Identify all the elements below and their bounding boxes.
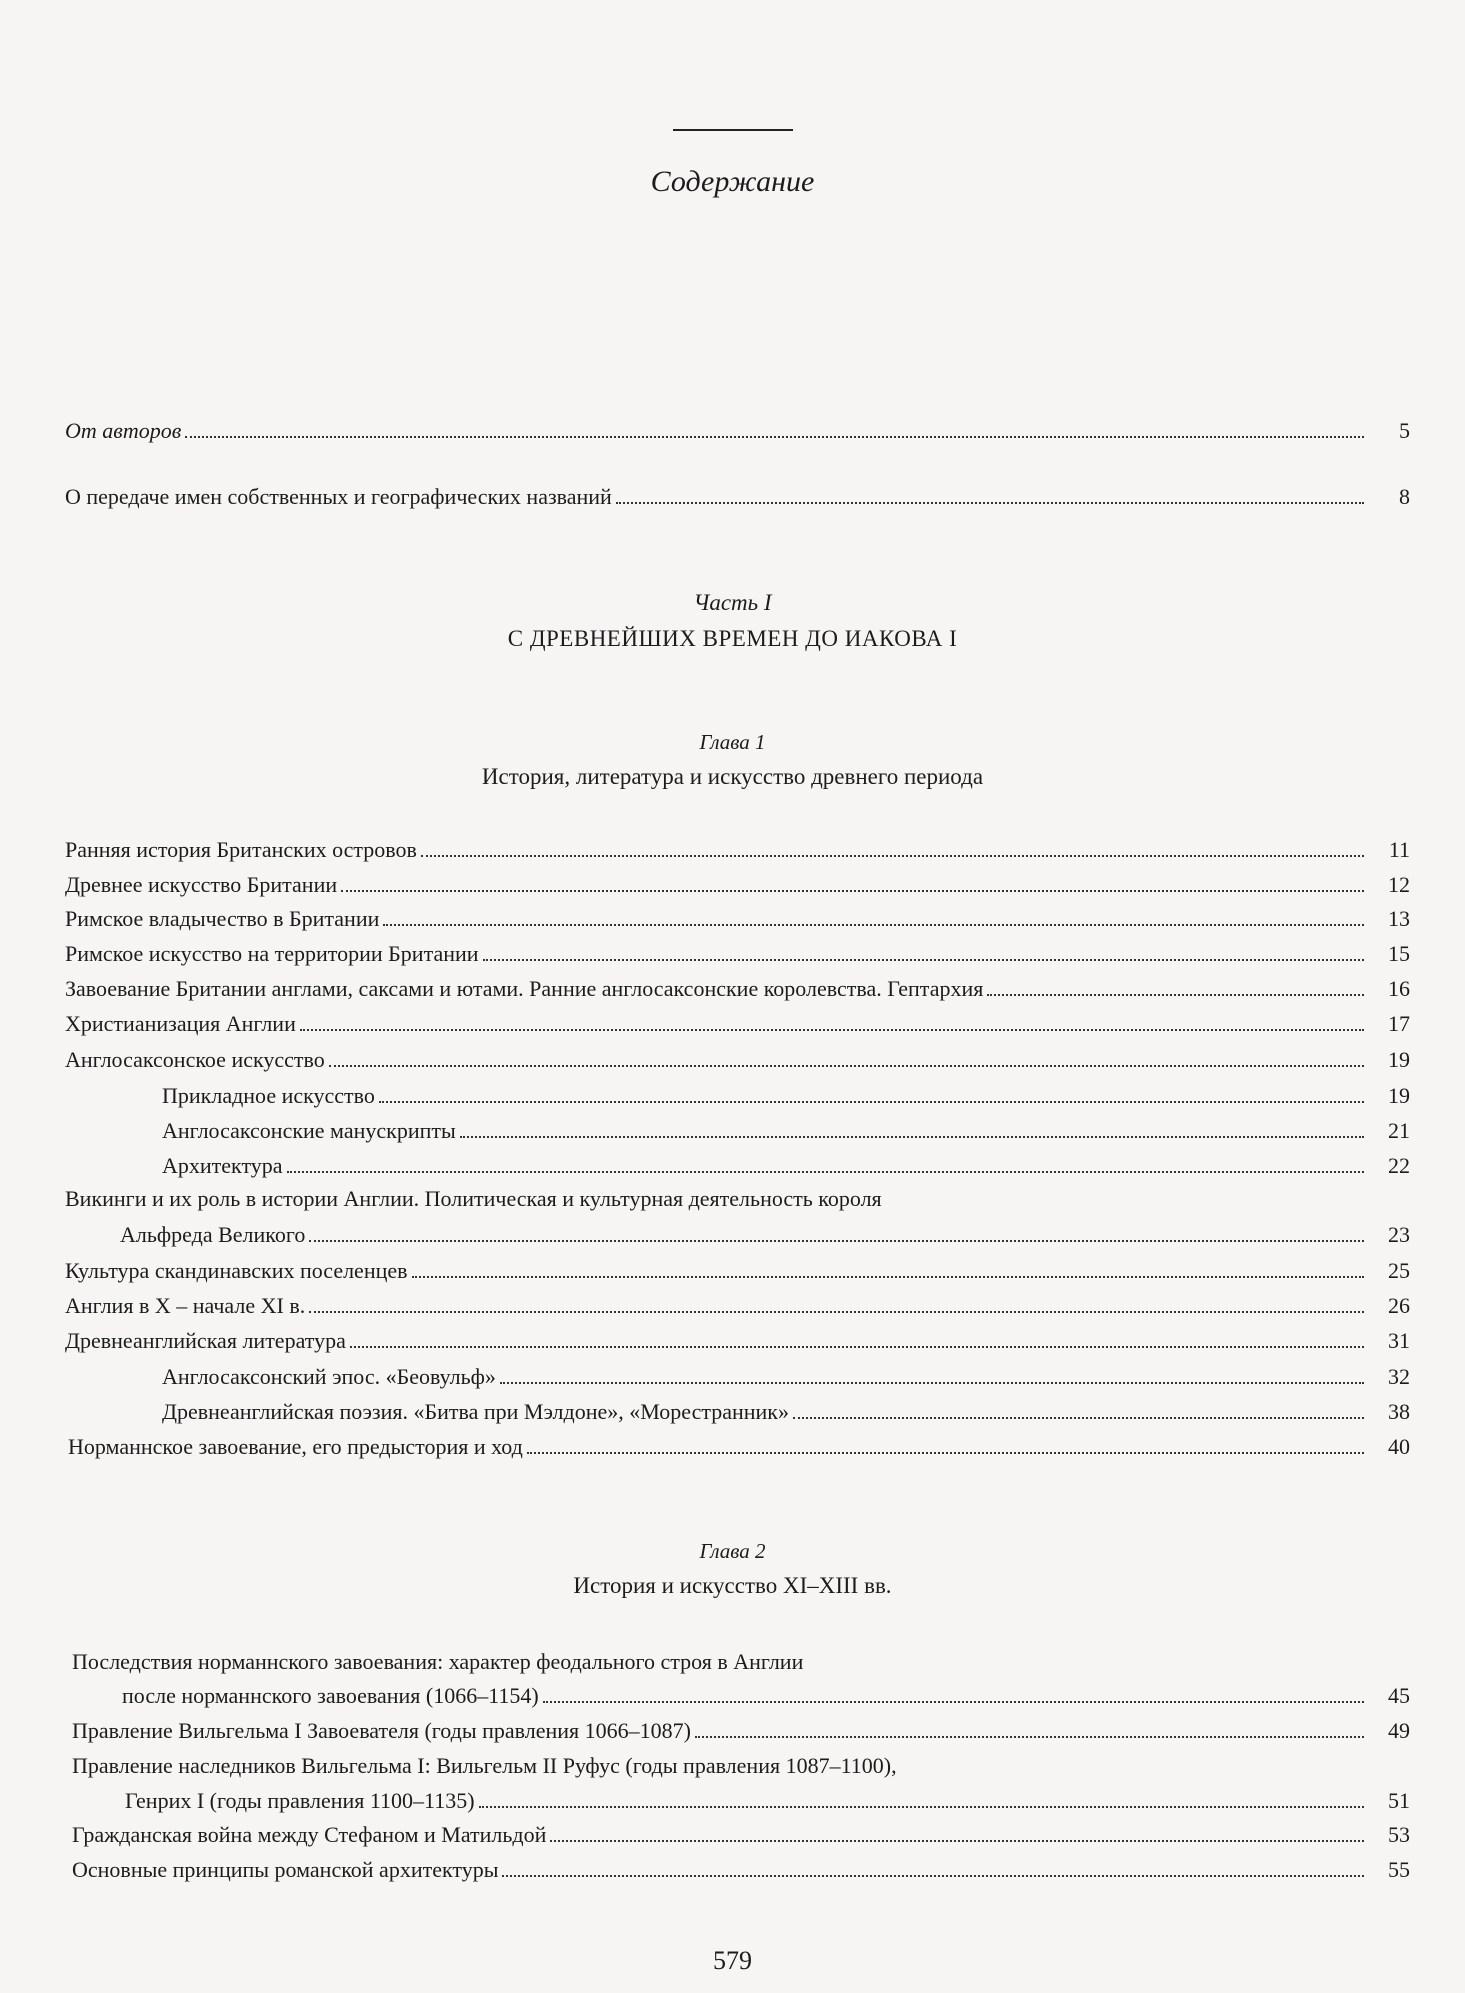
toc-entry-continuation[interactable]	[125, 1788, 1410, 1814]
toc-page-number: 15	[1388, 941, 1410, 966]
dot-leader	[527, 1452, 1364, 1454]
toc-entry-text: Христианизация Англии	[65, 1011, 296, 1036]
toc-entry-text: Культура скандинавских поселенцев	[65, 1258, 408, 1283]
page-number: 579	[713, 1946, 752, 1975]
toc-page-number: 23	[1388, 1222, 1410, 1247]
dot-leader	[309, 1311, 1364, 1313]
toc-entry-text: Прикладное искусство	[162, 1083, 375, 1108]
toc-entry-text: Древнеанглийская литература	[65, 1328, 346, 1353]
toc-subentry[interactable]	[162, 1364, 1410, 1390]
toc-entry[interactable]	[65, 1328, 1410, 1354]
toc-page-number: 19	[1388, 1047, 1410, 1072]
dot-leader	[793, 1417, 1364, 1419]
toc-entry[interactable]	[65, 1011, 1410, 1037]
dot-leader	[695, 1736, 1364, 1738]
toc-entry[interactable]	[65, 872, 1410, 898]
toc-page-number: 38	[1388, 1399, 1410, 1424]
dot-leader	[550, 1840, 1364, 1842]
toc-entry-text: Римское искусство на территории Британии	[65, 941, 479, 966]
toc-entry[interactable]	[65, 976, 1410, 1002]
toc-entry-text: Правление наследников Вильгельма I: Вильгельм II Руфус (годы правления 1087–1100),	[72, 1753, 897, 1778]
dot-leader	[329, 1065, 1364, 1067]
page-title: Содержание	[650, 165, 815, 198]
toc-entry-continuation[interactable]	[120, 1222, 1410, 1248]
toc-entry-text: От авторов	[65, 418, 182, 443]
toc-entry-text: Викинги и их роль в истории Англии. Политическая и культурная деятельность короля	[65, 1186, 882, 1211]
part-label: Часть I	[693, 590, 772, 615]
dot-leader	[287, 1171, 1364, 1173]
toc-entry-text: Англосаксонские манускрипты	[162, 1118, 456, 1143]
toc-page-number: 8	[1399, 484, 1410, 509]
toc-entry-text: Архитектура	[162, 1153, 283, 1178]
toc-entry-continuation[interactable]	[122, 1683, 1410, 1709]
dot-leader	[309, 1240, 1364, 1242]
toc-subentry[interactable]	[162, 1083, 1410, 1109]
toc-entry-text: О передаче имен собственных и географических названий	[65, 484, 612, 509]
toc-entry[interactable]	[68, 1434, 1410, 1460]
toc-page-number: 53	[1388, 1822, 1410, 1847]
toc-entry[interactable]	[65, 1293, 1410, 1319]
toc-entry-text: Завоевание Британии англами, саксами и ютами. Ранние англосаксонские королевства. Гептархия	[65, 976, 984, 1001]
dot-leader	[987, 994, 1364, 996]
toc-entry-text: Основные принципы романской архитектуры	[72, 1857, 499, 1882]
toc-entry[interactable]	[72, 1822, 1410, 1848]
title-rule	[673, 129, 793, 131]
toc-entry-authors[interactable]	[65, 418, 1410, 444]
dot-leader	[460, 1136, 1364, 1138]
toc-subentry[interactable]	[162, 1399, 1410, 1425]
toc-entry-text: Англия в X – начале XI в.	[65, 1293, 306, 1318]
toc-entry-names[interactable]	[65, 484, 1410, 510]
toc-entry[interactable]	[65, 906, 1410, 932]
toc-page-number: 22	[1388, 1153, 1410, 1178]
dot-leader	[185, 436, 1364, 438]
chapter-label: Глава 2	[699, 1539, 766, 1563]
part-title: С ДРЕВНЕЙШИХ ВРЕМЕН ДО ИАКОВА I	[507, 626, 958, 651]
toc-page-number: 51	[1388, 1788, 1410, 1813]
toc-entry-text: Англосаксонский эпос. «Беовульф»	[162, 1364, 496, 1389]
toc-page-number: 5	[1399, 418, 1410, 443]
toc-entry-text: Правление Вильгельма I Завоевателя (годы правления 1066–1087)	[72, 1718, 691, 1743]
toc-entry-text: Римское владычество в Британии	[65, 906, 380, 931]
toc-entry-text: Генрих I (годы правления 1100–1135)	[125, 1788, 475, 1813]
dot-leader	[479, 1806, 1364, 1808]
dot-leader	[341, 890, 1364, 892]
toc-page-number: 32	[1388, 1364, 1410, 1389]
dot-leader	[412, 1276, 1364, 1278]
dot-leader	[383, 924, 1364, 926]
dot-leader	[483, 959, 1364, 961]
dot-leader	[350, 1346, 1364, 1348]
toc-page-number: 21	[1388, 1118, 1410, 1143]
toc-page-number: 45	[1388, 1683, 1410, 1708]
dot-leader	[379, 1101, 1364, 1103]
toc-page-number: 49	[1388, 1718, 1410, 1743]
toc-entry-text: Древнее искусство Британии	[65, 872, 338, 897]
toc-entry[interactable]	[65, 837, 1410, 863]
dot-leader	[502, 1875, 1364, 1877]
toc-entry[interactable]	[65, 941, 1410, 967]
dot-leader	[500, 1382, 1364, 1384]
toc-entry[interactable]	[72, 1857, 1410, 1883]
toc-entry-text: Альфреда Великого	[120, 1222, 306, 1247]
toc-entry-text: Ранняя история Британских островов	[65, 837, 417, 862]
toc-entry-text: Древнеанглийская поэзия. «Битва при Мэлдоне», «Морестранник»	[162, 1399, 789, 1424]
toc-page-number: 19	[1388, 1083, 1410, 1108]
toc-entry-text: Норманнское завоевание, его предыстория и ход	[68, 1434, 523, 1459]
chapter-label: Глава 1	[699, 730, 766, 754]
dot-leader	[300, 1029, 1364, 1031]
dot-leader	[543, 1701, 1364, 1703]
toc-entry-text: Последствия норманнского завоевания: характер феодального строя в Англии	[72, 1649, 804, 1674]
toc-entry-text: после норманнского завоевания (1066–1154)	[122, 1683, 539, 1708]
toc-page-number: 13	[1388, 906, 1410, 931]
chapter-title: История и искусство XI–XIII вв.	[573, 1573, 892, 1598]
toc-page-number: 55	[1388, 1857, 1410, 1882]
toc-entry-text: Гражданская война между Стефаном и Матильдой	[72, 1822, 547, 1847]
chapter-title: История, литература и искусство древнего периода	[481, 764, 984, 789]
toc-entry-text: Англосаксонское искусство	[65, 1047, 325, 1072]
toc-entry[interactable]	[72, 1718, 1410, 1744]
toc-page-number: 25	[1388, 1258, 1410, 1283]
toc-page-number: 31	[1388, 1328, 1410, 1353]
toc-page-number: 11	[1388, 837, 1410, 862]
toc-page-number: 12	[1388, 872, 1410, 897]
toc-entry[interactable]	[65, 1258, 1410, 1284]
dot-leader	[616, 502, 1364, 504]
toc-entry[interactable]	[65, 1047, 1410, 1073]
toc-subentry[interactable]	[162, 1153, 1410, 1179]
dot-leader	[421, 855, 1364, 857]
toc-page-number: 26	[1388, 1293, 1410, 1318]
toc-page-number: 16	[1388, 976, 1410, 1001]
toc-page-number: 17	[1388, 1011, 1410, 1036]
toc-page-number: 40	[1388, 1434, 1410, 1459]
toc-subentry[interactable]	[162, 1118, 1410, 1144]
